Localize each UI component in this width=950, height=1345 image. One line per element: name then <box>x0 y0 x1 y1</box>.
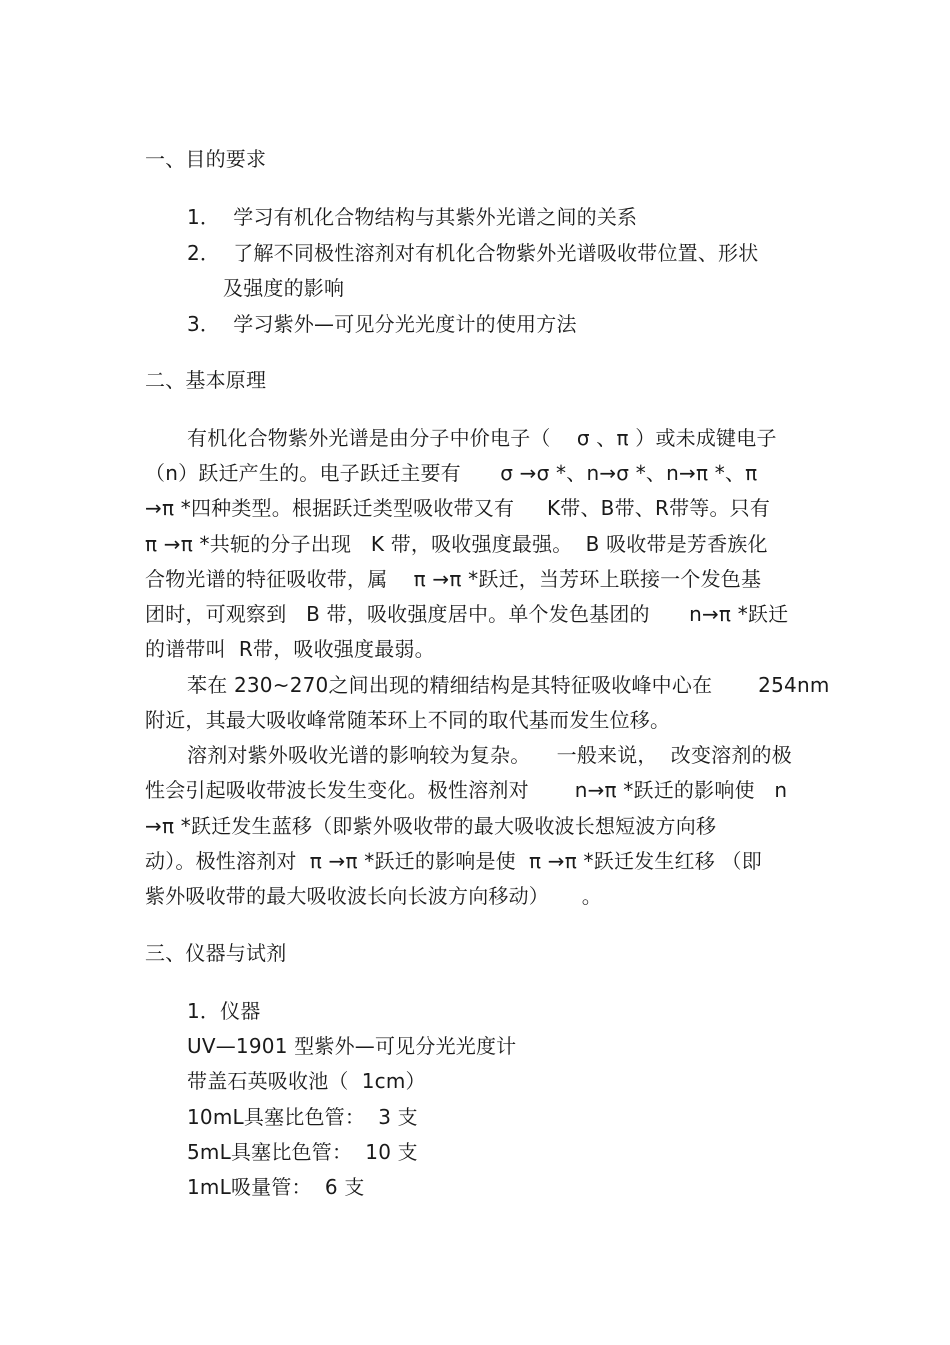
instrument-item-10ml-tube: 10mL具塞比色管： 3 支 <box>187 1105 418 1129</box>
section-heading-principles: 二、基本原理 <box>145 368 267 392</box>
section-heading-objectives: 一、目的要求 <box>145 147 267 171</box>
principle-line-7: 的谱带叫 R带，吸收强度最弱。 <box>145 637 435 661</box>
principle-line-5: 合物光谱的特征吸收带，属 π →π *跃迁，当芳环上联接一个发色基 <box>145 567 762 591</box>
objective-item-3: 3． 学习紫外—可见分光光度计的使用方法 <box>187 312 577 336</box>
principle-line-12: →π *跃迁发生蓝移（即紫外吸收带的最大吸收波长想短波方向移 <box>145 814 717 838</box>
principle-line-11: 性会引起吸收带波长发生变化。极性溶剂对 n→π *跃迁的影响使 n <box>145 778 788 802</box>
instrument-subheading: 1．仪器 <box>187 999 261 1023</box>
objective-item-2-cont: 及强度的影响 <box>223 276 345 300</box>
principle-line-6: 团时，可观察到 B 带，吸收强度居中。单个发色基团的 n→π *跃迁 <box>145 602 789 626</box>
instrument-item-5ml-tube: 5mL具塞比色管： 10 支 <box>187 1140 418 1164</box>
principle-line-8: 苯在 230~270之间出现的精细结构是其特征吸收峰中心在 254nm <box>187 673 830 697</box>
instrument-item-pipette: 1mL吸量管： 6 支 <box>187 1175 365 1199</box>
principle-line-10: 溶剂对紫外吸收光谱的影响较为复杂。 一般来说， 改变溶剂的极 <box>187 743 792 767</box>
principle-line-3: →π *四种类型。根据跃迁类型吸收带又有 K带、B带、R带等。只有 <box>145 496 771 520</box>
principle-line-14: 紫外吸收带的最大吸收波长向长波方向移动） 。 <box>145 884 602 908</box>
principle-line-9: 附近，其最大吸收峰常随苯环上不同的取代基而发生位移。 <box>145 708 671 732</box>
section-heading-instruments: 三、仪器与试剂 <box>145 941 287 965</box>
instrument-item-cuvette: 带盖石英吸收池（ 1cm） <box>187 1069 426 1093</box>
objective-item-2: 2． 了解不同极性溶剂对有机化合物紫外光谱吸收带位置、形状 <box>187 241 759 265</box>
principle-line-2: （n）跃迁产生的。电子跃迁主要有 σ →σ *、n→σ *、n→π *、π <box>145 461 758 485</box>
objective-item-1: 1． 学习有机化合物结构与其紫外光谱之间的关系 <box>187 205 638 229</box>
instrument-item-spectrophotometer: UV—1901 型紫外—可见分光光度计 <box>187 1034 517 1058</box>
principle-line-4: π →π *共轭的分子出现 K 带，吸收强度最强。 B 吸收带是芳香族化 <box>145 532 768 556</box>
principle-line-13: 动）。极性溶剂对 π →π *跃迁的影响是使 π →π *跃迁发生红移 （即 <box>145 849 762 873</box>
principle-line-1: 有机化合物紫外光谱是由分子中价电子（ σ 、π ）或未成键电子 <box>187 426 777 450</box>
